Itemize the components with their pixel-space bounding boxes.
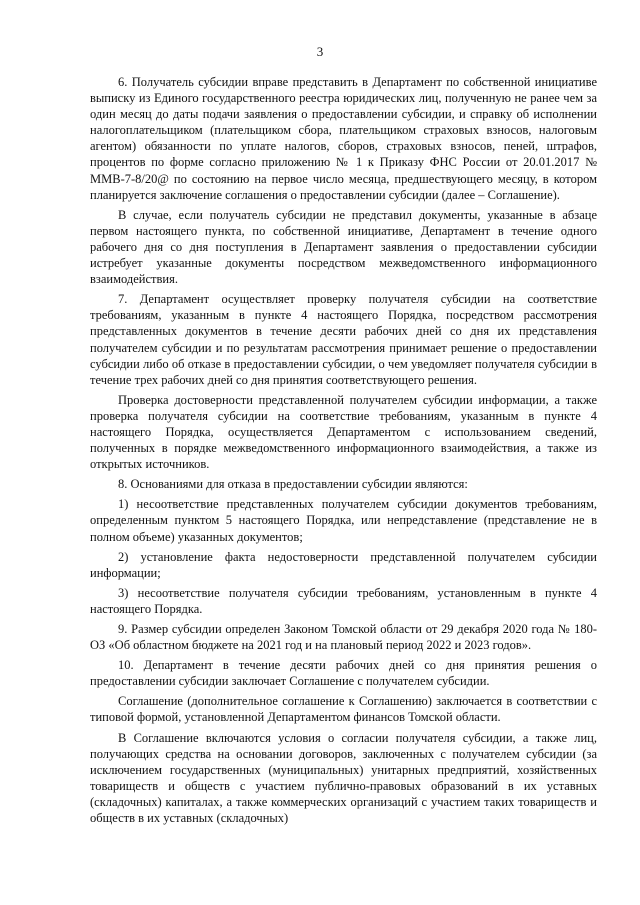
document-body: [90, 74, 597, 830]
paragraph-10: 10. Департамент в течение десяти рабочих дней со дня принятия решения о предоставлении субсидии заключает Соглашение с получателем субсидии.: [90, 658, 597, 689]
paragraph-10-agreement-form: Соглашение (дополнительное соглашение к Соглашению) заключается в соответствии с типовой формой, установленной Департаментом финансов Томской области.: [90, 694, 597, 725]
paragraph-6: 6. Получатель субсидии вправе представить в Департамент по собственной инициативе выписку из Единого государственного реестра юридических лиц, полученную не ранее чем за один месяц до даты подачи заявления о предоставлении субсидии, и справку об исполнении налогоплательщиком (плательщиком сбора, плательщиком страховых взносов, налоговым агентом) обязанности по уплате налогов, сборов, страховых взносов, пеней, штрафов, процентов по форме согласно приложению № 1 к Приказу ФНС России от 20.01.2017 № ММВ-7-8/20@ по состоянию на первое число месяца, предшествующего месяцу, в котором планируется заключение соглашения о предоставлении субсидии (далее – Соглашение).: [90, 75, 597, 202]
paragraph-10-agreement-conditions: В Соглашение включаются условия о согласии получателя субсидии, а также лиц, получающих средства на основании договоров, заключенных с получателем субсидии (за исключением государственных (муниципальных) унитарных предприятий, хозяйственных товариществ и обществ с участием публично-правовых образований в их уставных (складочных) капиталах, а также коммерческих организаций с участием таких товариществ и обществ в их уставных (складочных): [90, 730, 597, 826]
paragraph-6-case: В случае, если получатель субсидии не представил документы, указанные в абзаце первом настоящего пункта, по собственной инициативе, Департамент в течение одного рабочего дня со дня поступления в Департамент заявления о предоставлении субсидии истребует указанные документы посредством межведомственного информационного взаимодействия.: [90, 207, 597, 287]
paragraph-8-item-3: 3) несоответствие получателя субсидии требованиям, установленным в пункте 4 настоящего Порядка.: [90, 585, 597, 616]
paragraph-7-verification: Проверка достоверности представленной получателем субсидии информации, а также проверка получателя субсидии на соответствие требованиям, указанным в пункте 4 настоящего Порядка, осуществляется Департаментом с использованием сведений, полученных в порядке межведомственного информационного взаимодействия, а также из открытых источников.: [90, 392, 597, 472]
paragraph-8-item-2: 2) установление факта недостоверности представленной получателем субсидии информации;: [90, 549, 597, 580]
paragraph-7: 7. Департамент осуществляет проверку получателя субсидии на соответствие требованиям, указанным в пункте 4 настоящего Порядка, посредством рассмотрения представленных документов в течение десяти рабочих дней со дня их представления получателем субсидии и по результатам рассмотрения принимает решение о предоставлении субсидии либо об отказе в предоставлении субсидии, о чем уведомляет получателя субсидии в течение трех рабочих дней со дня принятия соответствующего решения.: [90, 292, 597, 387]
paragraph-8-item-1: 1) несоответствие представленных получателем субсидии документов требованиям, определенным пунктом 5 настоящего Порядка, или непредставление (представление не в полном объеме) указанных документов;: [90, 497, 597, 544]
paragraph-9: 9. Размер субсидии определен Законом Томской области от 29 декабря 2020 года № 180-ОЗ «Об областном бюджете на 2021 год и на плановый период 2022 и 2023 годов».: [90, 622, 597, 653]
paragraph-8: 8. Основаниями для отказа в предоставлении субсидии являются:: [118, 477, 468, 492]
page-number: 3: [316, 44, 324, 59]
